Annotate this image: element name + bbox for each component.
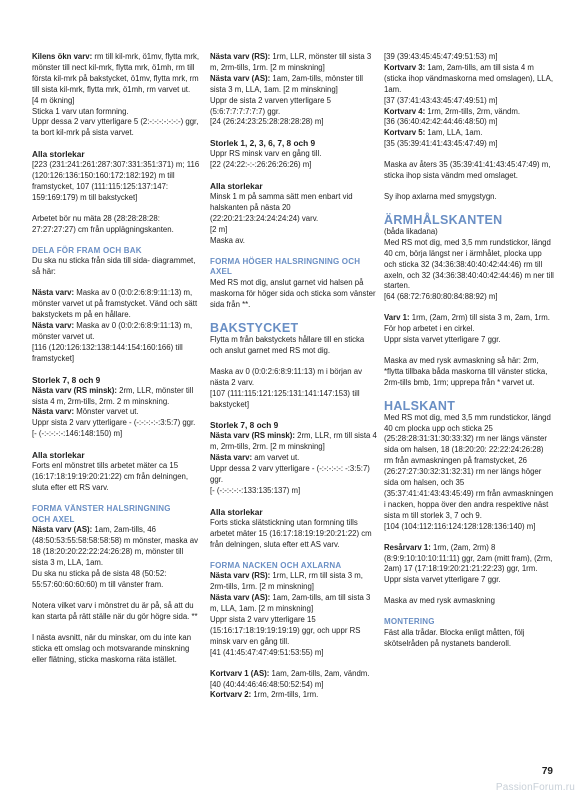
label: Kortvarv 1 (AS): [210,668,270,678]
heading-bakstycket: BAKSTYCKET [210,321,299,335]
text: Mönster varvet ut. Uppr sista 2 varv ytterligare - (-:-:-:-:-:3:5:7) ggr. [- (-:-:-:-:-:146:148:150) m] [32,407,196,439]
text: 1rm, (2am, 2rm) 8 (8:9:9:10:10:10:11:11) ggr, 2am (mitt fram), (2rm, 2am) 17 (17:18:19:20:21:21:22:23) ggr, 1rm. Uppr sista varvet ytterligare 7 ggr. [384,542,553,585]
text: 2rm, LLR, mönster till sista 4 m, 2rm-tills, 2rm. 2 m minskning. [32,385,194,406]
label: Nästa varv (AS): [210,593,271,603]
label: Kortvarv 2: [210,690,252,700]
page-number: 79 [541,766,553,777]
text: 1am, 2am-tills, am till sista 3 m, LLA, 1am. [2 m minskning] Uppr sista 2 varv ytterligare 15 (15:16:17:18:19:19:19:19) ggr, och uppr RS minsk varv en gång till. [41 (41:45:47:47:49:51:53:55) m] [210,593,371,657]
kortvarv-3 [384,63,554,107]
label: Kortvarv 4: [384,106,426,116]
kortvarv-4 [384,107,554,129]
label: Nästa varv: [32,321,75,331]
col3-top-count: [39 (39:43:45:45:47:49:51:53) m] [384,52,498,61]
column-2 [210,52,378,711]
storlek-line-2 [32,407,200,440]
label: Nästa varv (AS): [32,525,93,535]
storlek-multi-text: Uppr RS minsk varv en gång till. [22 (24:22:-:-:26:26:26:26) m] [210,149,322,170]
armhal-subtitle: (båda likadana) [384,226,438,236]
kil-okn-paragraph [32,52,200,139]
sy-ihop-text: Sy ihop axlarna med smygstygn. [384,191,497,201]
dela-text: Du ska nu sticka från sida till sida- diagrammet, så här: [32,256,196,277]
label: Nästa varv (RS minsk): [210,431,295,441]
heading-forma-nacken: FORMA NACKEN OCH AXLARNA [210,560,342,570]
text: 1rm, LLR, mönster till sista 3 m, 2rm-tills, 1rm. [2 m minskning] [210,52,372,72]
heading-armhalskanten: ÄRMHÅLSKANTEN [384,212,503,227]
bakstycket-text: Flytta m från bakstyckets hållare till en sticka och anslut garnet med RS mot dig. [210,335,365,355]
heading-alla-storlekar: Alla storlekar [32,149,85,160]
armhal-text: Med RS mot dig, med 3,5 mm rundstickor, längd 40 cm, börja längst ner i ärmhålet, plocka upp och sticka 32 (34:36:38:40:40:42:44:46) rm till axeln, och 32 (34:36:38:40:40:42:44:46) m ner till starten. [64 (68:72:76:80:80:84:88:92) m] [384,237,554,302]
maska-rysk-2-text: Maska av med rysk avmaskning [384,596,495,606]
text: 1rm, 2rm-tills, 1rm. [251,690,319,700]
label: Nästa varv (RS): [210,52,271,61]
label: Resårvarv 1: [384,542,431,552]
nacken-line-1 [210,571,378,593]
notera-text: Notera vilket varv i mönstret du är på, så att du kan starta på rätt ställe när du gör högre sida. ** [32,600,198,621]
heading-alla-storlekar-3: Alla storlekar [210,181,263,192]
text: rm till kil-mrk, ö1mv, flytta mrk, mönster till nect kil-mrk, flytta mrk, ö1mh, rm till första kil-mrk på bakstycket, ö1mv, flytta mrk, rm till sista kil-mrk, flytta mrk, ö1mh, rm varvet ut. [4 m ökning] Sticka 1 varv utan formning. Uppr dessa 2 varv ytterligare 5 (2:-:-:-:-:-:-:-) ggr, ta bort kil-mrk på sista varvet. [32,52,200,138]
kortvarv-5 [384,128,554,150]
label: Nästa varv (AS): [210,73,271,83]
label: Kilens ökn varv: [32,52,93,61]
column-1 [32,52,200,675]
heading-storlek-789: Storlek 7, 8 och 9 [32,374,101,385]
alla-storlekar-text: [223 (231:241:261:287:307:331:351:371) m; 116 (120:126:136:150:160:172:182:192) m till framstycket, 107 (111:115:125:137:147: 159:169:179) m till bakstycket] [32,160,200,202]
text: 1rm, 2rm-tills, 2rm, vändm. [36 (36:40:42:42:44:46:48:50) m] [384,106,521,127]
label: Kortvarv 5: [384,128,426,138]
nacken-line-2 [210,593,378,658]
heading-storlek-multi: Storlek 1, 2, 3, 6, 7, 8 och 9 [210,138,316,149]
maska-rysk-text: Maska av med rysk avmaskning så här: 2rm, *flytta tillbaka båda maskorna till vänster sticka, 2rm-tills bmb, 1rm; upprepa från * varvet ut. [384,355,548,387]
label: Varv 1: [384,313,410,323]
heading-alla-storlekar-2: Alla storlekar [32,450,85,461]
forma-hoger-text: Med RS mot dig, anslut garnet vid halsen på maskorna för höger sida och sticka som vänster sida från **. [210,278,376,310]
as-line-1 [210,74,378,129]
resarvarv-1 [384,543,554,587]
alla-storlekar-2-text: Forts enl mönstret tills arbetet mäter ca 15 (16:17:18:19:19:20:21:22) cm från delningen, sluta efter ett RS varv. [32,461,189,492]
heading-montering: MONTERING [384,617,435,627]
label: Nästa varv: [32,288,75,298]
montering-text: Fäst alla trådar. Blocka enligt måtten, följ skötselråden på nystanets banderoll. [384,627,525,648]
arbetet-text: Arbetet bör nu mäta 28 (28:28:28:28: 27:27:27:27) cm från upplägningskanten. [32,213,174,234]
storlek-line-1 [32,386,200,408]
label: Nästa varv: [32,407,75,417]
text: 1am, 2am-tills, 46 (48:50:53:55:58:58:58:58) m mönster, maska av 18 (18:20:20:22:22:24:26:28) m, mönster till sista 3 m, LLA, 1am. Du ska nu sticka på de sista 48 (50:52: 55:57:60:60:60:60) m till vänster fram. [32,525,198,590]
nasta-avsnitt-text: I nästa avsnitt, när du minskar, om du inte kan sticka ett omslag och motsvarande minskning eller flätning, sticka maskorna räta istället. [32,632,192,664]
heading-forma-hoger: FORMA HÖGER HALSRINGNING OCH AXEL [210,256,361,277]
rs-line-1 [210,52,378,74]
halskant-text: Med RS mot dig, med 3,5 mm rundstickor, längd 40 cm plocka upp och sticka 25 (25:28:28:31:31:30:33:32) rm ner längs vänster sida om halsen, 18 (18:20:20: 22:22:24:26:28) rm från avmaskningen på framstycket, 26 (26:27:27:30:32:31:32:31) rm ner längs höger sida om halsen, och 35 (35:37:41:41:43:43:45:49) rm från avmaskningen i nacken, hoppa över den andra respektive näst sista m till storlek 3, 7 och 9. [104 (104:112:116:124:128:128:136:140) m] [384,412,554,531]
bakstycket-text-2: Maska av 0 (0:0:2:6:8:9:11:13) m i början av nästa 2 varv. [107 (111:115:121:125:131:141:147:153) till bakstycket] [210,366,362,409]
text: 1am, 2am-tills, 2am, vändm. [40 (40:44:46:46:48:50:52:54) m] [210,668,370,689]
text: am varvet ut. Uppr dessa 2 varv ytterligare - (-:-:-:-:-: -:3:5:7) ggr. [- (-:-:-:-:-:133:135:137) m] [210,453,370,495]
label: Nästa varv (RS): [210,571,271,581]
text: 1am, LLA, 1am. [35 (35:39:41:41:43:45:47:49) m] [384,128,498,149]
text: 2rm, LLR, rm till sista 4 m, 2rm-tills, 2rm. [2 m minskning] [210,431,377,452]
alla-storlekar-4-text: Forts sticka slätstickning utan formning tills arbetet mäter 15 (16:17:18:19:19:20:21:22) cm från delningen, sluta efter ett AS varv. [210,517,372,549]
label: Nästa varv: [210,453,253,463]
label: Nästa varv (RS minsk): [32,385,117,395]
text: 1am, 2am-tills, am till sista 4 m (sticka ihop vändmaskorna med omslagen), LLA, 1am. [37 (37:41:43:43:45:47:49:51) m] [384,62,554,105]
watermark: PassionForum.ru [495,782,575,793]
heading-dela: DELA FÖR FRAM OCH BAK [32,245,142,255]
heading-alla-storlekar-4: Alla storlekar [210,506,263,517]
heading-forma-vanster: FORMA VÄNSTER HALSRINGNING OCH AXEL [32,503,171,524]
text: Maska av 0 (0:0:2:6:8:9:11:13) m, mönster varvet ut. [116 (120:126:132:138:144:154:160:166) till framstycket] [32,321,193,363]
column-3 [384,52,554,660]
alla-storlekar-3-text: Minsk 1 m på samma sätt men enbart vid halskanten på nästa 20 (22:20:21:23:24:24:24:24) varv. [2 m] Maska av. [210,192,353,245]
storlek-b-line-2 [210,453,378,497]
heading-storlek-789-b: Storlek 7, 8 och 9 [210,420,279,431]
text: Maska av 0 (0:0:2:6:8:9:11:13) m, mönster varvet ut på framstycket. Vänd och sätt bakstyckets m på en hållare. [32,288,198,320]
label: Kortvarv 3: [384,62,426,72]
varv-1 [384,313,554,346]
text: 1rm, LLR, rm till sista 3 m, 2rm-tills, 1rm. [2 m minskning] [210,571,363,592]
text: 1am, 2am-tills, mönster till sista 3 m, LLA, 1am. [2 m minskning] Uppr de sista 2 varven ytterligare 5 (5:6:7:7:7:7:7:7) ggr. [24 (26:24:23:25:28:28:28:28) m] [210,73,363,127]
storlek-b-line-1 [210,431,378,453]
kortvarv-2 [210,690,378,701]
text: 1rm, (2am, 2rm) till sista 3 m, 2am, 1rm. För hop arbetet i en cirkel. Uppr sista varvet ytterligare 7 ggr. [384,313,550,345]
nasta-varv-as [32,321,200,365]
maska-av-text: Maska av åters 35 (35:39:41:41:43:45:47:49) m, sticka ihop sista vändm med omslaget. [384,160,551,181]
kortvarv-1 [210,669,378,691]
forma-vanster-text [32,525,200,590]
nasta-varv-rs [32,288,200,321]
heading-halskant: HALSKANT [384,398,456,413]
